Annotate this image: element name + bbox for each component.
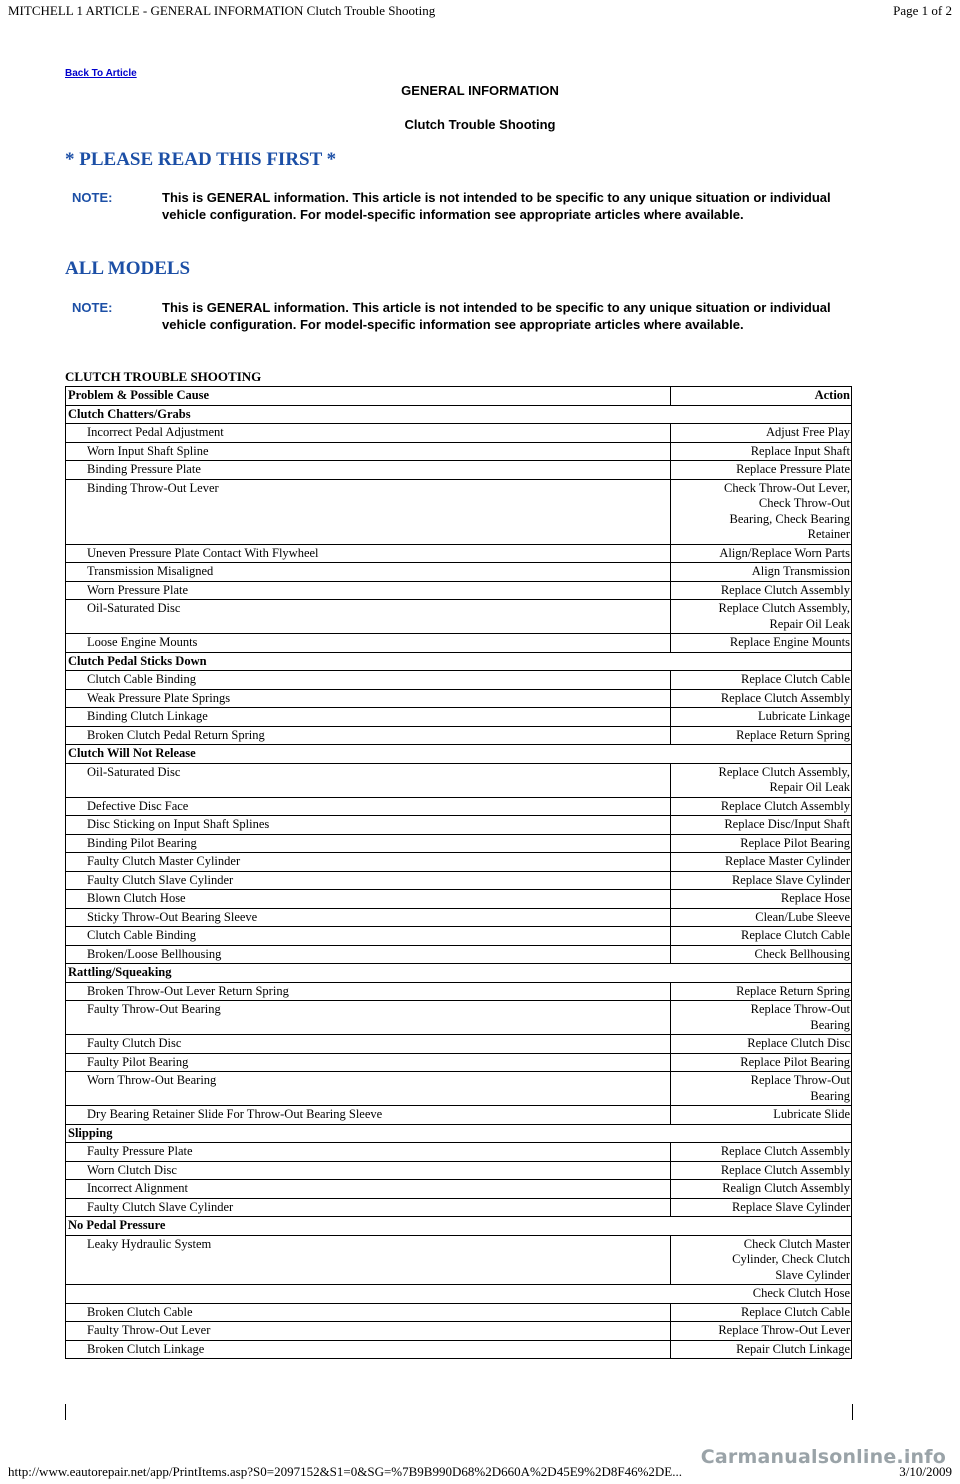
- action-line: Bearing, Check Bearing: [729, 511, 850, 526]
- cause-cell: Faulty Clutch Slave Cylinder: [66, 871, 671, 890]
- action-cell: [671, 1322, 852, 1341]
- action-cell: [671, 544, 852, 563]
- back-to-article-link[interactable]: Back To Article: [65, 68, 137, 79]
- cause-cell: Worn Pressure Plate: [66, 581, 671, 600]
- table-row: [66, 871, 852, 890]
- action-cell: [671, 479, 852, 544]
- group-heading: Slipping: [66, 1124, 852, 1143]
- table-row: [66, 1198, 852, 1217]
- table-row: [66, 816, 852, 835]
- table-row: [66, 853, 852, 872]
- table-row: [66, 479, 852, 544]
- action-cell: [671, 600, 852, 634]
- table-row: [66, 544, 852, 563]
- action-line: Check Bellhousing: [754, 946, 850, 961]
- cause-cell: Faulty Pressure Plate: [66, 1143, 671, 1162]
- action-line: Replace Throw-Out: [750, 1073, 850, 1087]
- print-header: [0, 0, 960, 22]
- note-box: [72, 299, 862, 333]
- action-line: Replace Clutch Assembly: [720, 798, 850, 813]
- table-row: [66, 945, 852, 964]
- action-cell: [671, 834, 852, 853]
- action-cell: [671, 1001, 852, 1035]
- cause-cell: Oil-Saturated Disc: [66, 763, 671, 797]
- action-cell: [671, 1161, 852, 1180]
- table-row: [66, 671, 852, 690]
- table-row: [66, 1303, 852, 1322]
- cause-cell: Worn Throw-Out Bearing: [66, 1072, 671, 1106]
- cause-cell: Faulty Throw-Out Lever: [66, 1322, 671, 1341]
- column-header-action: Action: [671, 387, 852, 406]
- table-group-row: [66, 1217, 852, 1236]
- table-row: [66, 982, 852, 1001]
- cause-cell: Transmission Misaligned: [66, 563, 671, 582]
- clutch-trouble-table: [65, 386, 852, 1359]
- group-heading: No Pedal Pressure: [66, 1217, 852, 1236]
- action-line: Replace Clutch Assembly,: [718, 764, 850, 779]
- action-line: Bearing: [810, 1017, 850, 1032]
- cause-cell: Faulty Clutch Disc: [66, 1035, 671, 1054]
- table-row: [66, 600, 852, 634]
- cause-cell: Faulty Pilot Bearing: [66, 1053, 671, 1072]
- action-line: Replace Slave Cylinder: [731, 872, 850, 887]
- action-cell: [671, 461, 852, 480]
- action-cell: [671, 689, 852, 708]
- action-cell: [671, 708, 852, 727]
- action-cell: [671, 982, 852, 1001]
- action-cell: [671, 1035, 852, 1054]
- action-line: Replace Input Shaft: [750, 443, 850, 458]
- page-subtitle: Clutch Trouble Shooting: [404, 117, 556, 132]
- cause-cell: Oil-Saturated Disc: [66, 600, 671, 634]
- action-line: Replace Clutch Assembly: [720, 690, 850, 705]
- action-line: Replace Clutch Cable: [741, 928, 850, 942]
- action-cell: [671, 442, 852, 461]
- table-row: [66, 1035, 852, 1054]
- group-heading: Clutch Will Not Release: [66, 745, 852, 764]
- action-cell: [671, 1303, 852, 1322]
- cause-cell: Uneven Pressure Plate Contact With Flywheel: [66, 544, 671, 563]
- note-label: NOTE:: [72, 190, 113, 205]
- cause-cell: Blown Clutch Hose: [66, 890, 671, 909]
- action-line: Check Throw-Out: [758, 496, 850, 510]
- cause-cell: Sticky Throw-Out Bearing Sleeve: [66, 908, 671, 927]
- cause-cell: Loose Engine Mounts: [66, 634, 671, 653]
- page-title: GENERAL INFORMATION: [401, 83, 559, 98]
- action-line: Replace Engine Mounts: [729, 635, 850, 649]
- action-line: Replace Throw-Out: [750, 1002, 850, 1016]
- action-cell: [671, 1340, 852, 1359]
- cause-cell: Binding Pilot Bearing: [66, 834, 671, 853]
- cause-cell: Defective Disc Face: [66, 797, 671, 816]
- table-row: [66, 908, 852, 927]
- cause-cell: Faulty Clutch Slave Cylinder: [66, 1198, 671, 1217]
- table-row: [66, 634, 852, 653]
- note-box: [72, 189, 862, 223]
- action-cell: [671, 797, 852, 816]
- action-line: Slave Cylinder: [775, 1267, 850, 1282]
- action-line: Replace Pilot Bearing: [740, 835, 850, 850]
- action-line: Align Transmission: [751, 564, 850, 578]
- action-line: Replace Clutch Assembly,: [718, 601, 850, 615]
- action-line: Replace Hose: [780, 891, 850, 905]
- action-line: Clean/Lube Sleeve: [755, 909, 850, 924]
- table-group-row: [66, 1124, 852, 1143]
- cause-cell: Leaky Hydraulic System: [66, 1235, 671, 1285]
- cause-cell: Worn Input Shaft Spline: [66, 442, 671, 461]
- action-line: Bearing: [810, 1088, 850, 1103]
- table-header-row: [66, 387, 852, 406]
- action-cell: [671, 890, 852, 909]
- table-group-row: [66, 405, 852, 424]
- cause-cell: Dry Bearing Retainer Slide For Throw-Out Bearing Sleeve: [66, 1106, 671, 1125]
- table-row: [66, 1180, 852, 1199]
- table-row: [66, 1053, 852, 1072]
- action-line: Cylinder, Check Clutch: [732, 1252, 850, 1266]
- cause-cell: Broken Throw-Out Lever Return Spring: [66, 982, 671, 1001]
- action-line: Lubricate Linkage: [758, 709, 850, 723]
- group-heading: Clutch Pedal Sticks Down: [66, 652, 852, 671]
- cause-cell: Broken Clutch Pedal Return Spring: [66, 726, 671, 745]
- cause-cell: Clutch Cable Binding: [66, 671, 671, 690]
- action-line: Repair Clutch Linkage: [736, 1341, 850, 1356]
- table-row: [66, 563, 852, 582]
- table-row: [66, 834, 852, 853]
- action-cell: [671, 563, 852, 582]
- table-row: [66, 1235, 852, 1285]
- action-line: Replace Slave Cylinder: [731, 1199, 850, 1214]
- action-line: Replace Clutch Cable: [741, 1304, 850, 1319]
- read-first-heading: * PLEASE READ THIS FIRST *: [65, 149, 337, 170]
- action-line: Align/Replace Worn Parts: [719, 545, 850, 560]
- action-cell: [671, 634, 852, 653]
- action-line: Lubricate Slide: [773, 1107, 850, 1121]
- action-line: Replace Pressure Plate: [736, 462, 850, 476]
- action-line: Check Clutch Master: [743, 1236, 850, 1251]
- cause-cell: Broken/Loose Bellhousing: [66, 945, 671, 964]
- table-continuation: [65, 1404, 853, 1420]
- action-cell: [671, 871, 852, 890]
- watermark-logo: Carmanualsonline.info: [700, 1446, 946, 1468]
- action-cell: [671, 671, 852, 690]
- note-text: This is GENERAL information. This article is not intended to be specific to any unique situation or individual vehicle configuration. For model-specific information see appropriate articles where available.: [162, 190, 831, 222]
- action-line: Realign Clutch Assembly: [722, 1181, 850, 1195]
- table-title: CLUTCH TROUBLE SHOOTING: [65, 369, 262, 384]
- footer-date: 3/10/2009: [899, 1464, 952, 1479]
- cause-cell: Disc Sticking on Input Shaft Splines: [66, 816, 671, 835]
- table-row: [66, 581, 852, 600]
- action-cell: [671, 581, 852, 600]
- cause-cell: Binding Pressure Plate: [66, 461, 671, 480]
- table-row: [66, 1322, 852, 1341]
- cause-cell: Broken Clutch Linkage: [66, 1340, 671, 1359]
- cause-cell: Broken Clutch Cable: [66, 1303, 671, 1322]
- column-header-cause: Problem & Possible Cause: [66, 387, 671, 406]
- action-line: Replace Clutch Assembly: [720, 1144, 850, 1158]
- cause-cell: Binding Throw-Out Lever: [66, 479, 671, 544]
- action-cell: [671, 763, 852, 797]
- action-line: Retainer: [807, 527, 850, 541]
- cause-cell: Incorrect Pedal Adjustment: [66, 424, 671, 443]
- table-group-row: [66, 745, 852, 764]
- table-row: [66, 689, 852, 708]
- table-row: [66, 424, 852, 443]
- table-row: [66, 1161, 852, 1180]
- table-row: [66, 1001, 852, 1035]
- action-line: Replace Return Spring: [736, 983, 850, 998]
- action-line: Replace Return Spring: [736, 727, 850, 742]
- action-cell: [66, 1285, 852, 1304]
- table-row: [66, 708, 852, 727]
- action-cell: [671, 726, 852, 745]
- action-line: Adjust Free Play: [765, 425, 850, 439]
- table-group-row: [66, 652, 852, 671]
- cause-cell: Worn Clutch Disc: [66, 1161, 671, 1180]
- action-cell: [671, 1106, 852, 1125]
- action-cell: [671, 816, 852, 835]
- note-text: This is GENERAL information. This article is not intended to be specific to any unique situation or individual vehicle configuration. For model-specific information see appropriate articles where available.: [162, 300, 831, 332]
- action-cell: [671, 927, 852, 946]
- action-line: Repair Oil Leak: [769, 616, 850, 631]
- cause-cell: Clutch Cable Binding: [66, 927, 671, 946]
- action-cell: [671, 1143, 852, 1162]
- action-cell: [671, 853, 852, 872]
- cause-cell: Incorrect Alignment: [66, 1180, 671, 1199]
- cause-cell: Binding Clutch Linkage: [66, 708, 671, 727]
- action-cell: [671, 908, 852, 927]
- action-line: Replace Master Cylinder: [725, 854, 850, 868]
- table-row: [66, 1285, 852, 1304]
- action-cell: [671, 1235, 852, 1285]
- table-row: [66, 890, 852, 909]
- action-cell: [671, 1072, 852, 1106]
- table-row: [66, 1340, 852, 1359]
- table-row: [66, 797, 852, 816]
- table-row: [66, 461, 852, 480]
- table-row: [66, 442, 852, 461]
- action-cell: [671, 424, 852, 443]
- action-line: Replace Pilot Bearing: [740, 1054, 850, 1069]
- action-line: Replace Clutch Disc: [747, 1036, 850, 1050]
- print-header-title: MITCHELL 1 ARTICLE - GENERAL INFORMATION Clutch Trouble Shooting: [8, 3, 436, 18]
- action-line: Replace Throw-Out Lever: [718, 1323, 850, 1337]
- action-line: Replace Clutch Assembly: [720, 582, 850, 597]
- table-group-row: [66, 964, 852, 983]
- cause-cell: Weak Pressure Plate Springs: [66, 689, 671, 708]
- cause-cell: Faulty Throw-Out Bearing: [66, 1001, 671, 1035]
- table-row: [66, 763, 852, 797]
- action-cell: [671, 1180, 852, 1199]
- action-line: Check Throw-Out Lever,: [724, 480, 850, 495]
- group-heading: Rattling/Squeaking: [66, 964, 852, 983]
- action-cell: [671, 1198, 852, 1217]
- action-line: Check Clutch Hose: [752, 1286, 850, 1300]
- table-row: [66, 726, 852, 745]
- cause-cell: Faulty Clutch Master Cylinder: [66, 853, 671, 872]
- table-row: [66, 1106, 852, 1125]
- note-label: NOTE:: [72, 300, 113, 315]
- action-cell: [671, 1053, 852, 1072]
- group-heading: Clutch Chatters/Grabs: [66, 405, 852, 424]
- footer-url: http://www.eautorepair.net/app/PrintItems.asp?S0=2097152&S1=0&SG=%7B9B990D68%2D660A%2D45E9%2D8F46%2DE...: [8, 1464, 682, 1479]
- action-line: Replace Clutch Cable: [741, 672, 850, 686]
- action-cell: [671, 945, 852, 964]
- all-models-heading: ALL MODELS: [65, 258, 191, 279]
- action-line: Replace Disc/Input Shaft: [724, 817, 850, 831]
- action-line: Replace Clutch Assembly: [720, 1162, 850, 1177]
- print-header-page: Page 1 of 2: [893, 3, 952, 18]
- table-row: [66, 1072, 852, 1106]
- table-row: [66, 927, 852, 946]
- action-line: Repair Oil Leak: [769, 780, 850, 794]
- table-row: [66, 1143, 852, 1162]
